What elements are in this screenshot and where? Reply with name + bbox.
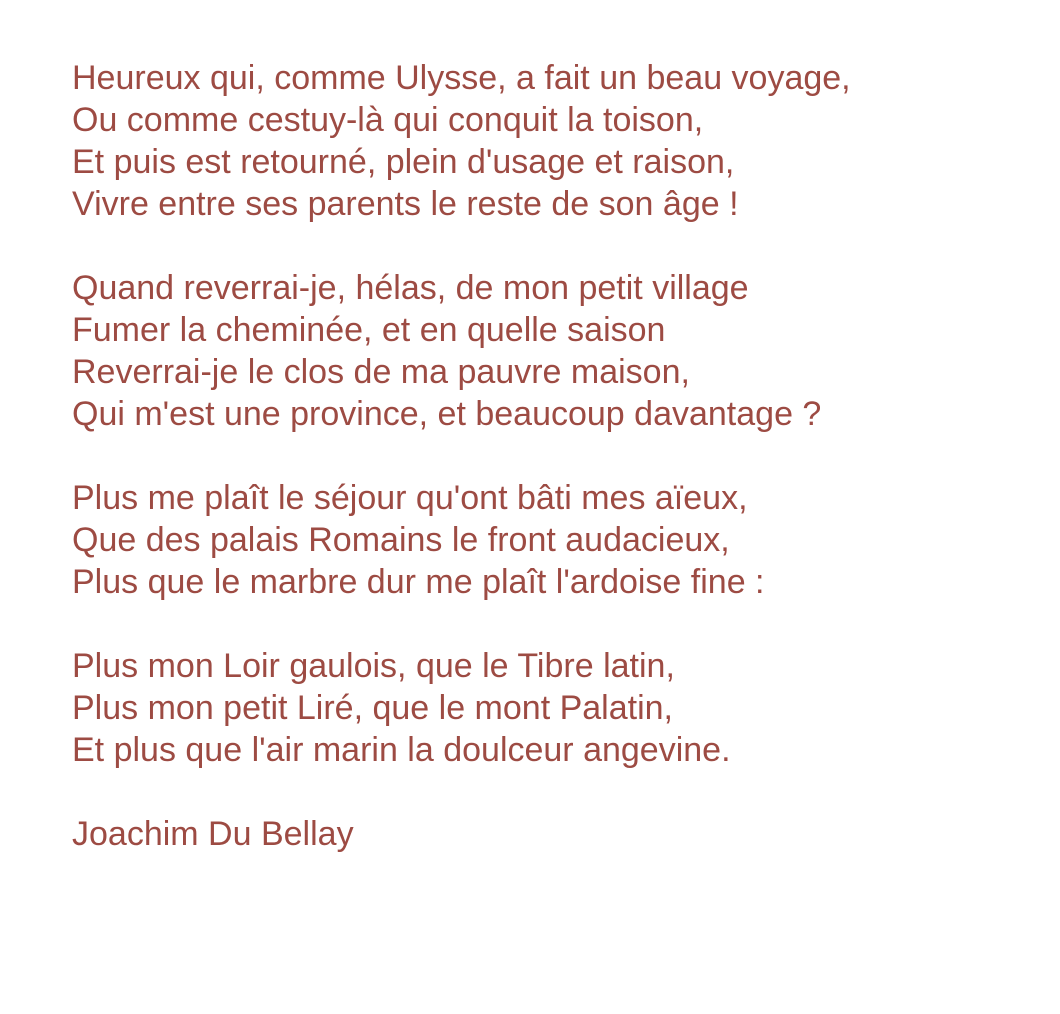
poem-line: Quand reverrai-je, hélas, de mon petit village: [72, 269, 749, 307]
poem-line: Plus me plaît le séjour qu'ont bâti mes aïeux,: [72, 479, 748, 517]
poem-line: Fumer la cheminée, et en quelle saison: [72, 311, 666, 349]
poem-line: Et plus que l'air marin la doulceur angevine.: [72, 731, 731, 769]
stanza-2: [72, 267, 1020, 435]
stanza-1: [72, 57, 1020, 225]
poem-line: Ou comme cestuy-là qui conquit la toison,: [72, 101, 704, 139]
poem-line: Plus que le marbre dur me plaît l'ardoise fine :: [72, 563, 765, 601]
poem-line: Qui m'est une province, et beaucoup davantage ?: [72, 395, 822, 433]
stanza-3: [72, 477, 1020, 603]
poem-line: Et puis est retourné, plein d'usage et raison,: [72, 143, 735, 181]
poem-line: Plus mon Loir gaulois, que le Tibre latin,: [72, 647, 675, 685]
stanza-4: [72, 645, 1020, 771]
author-signature: Joachim Du Bellay: [72, 815, 354, 853]
poem-line: Reverrai-je le clos de ma pauvre maison,: [72, 353, 690, 391]
poem-line: Que des palais Romains le front audacieux,: [72, 521, 730, 559]
poem-line: Heureux qui, comme Ulysse, a fait un beau voyage,: [72, 59, 851, 97]
poem-line: Plus mon petit Liré, que le mont Palatin,: [72, 689, 673, 727]
poem-line: Vivre entre ses parents le reste de son âge !: [72, 185, 739, 223]
